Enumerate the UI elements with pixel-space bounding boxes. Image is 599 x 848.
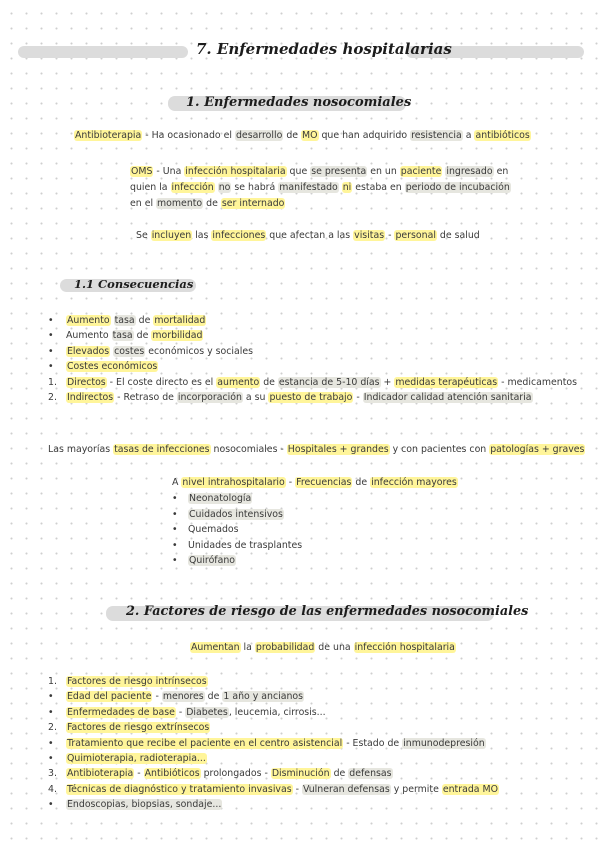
text-segment: tasa (114, 315, 135, 326)
text-segment: Se (136, 230, 151, 241)
oms-definition-line-3 (130, 196, 285, 212)
bullet-icon: • (172, 555, 178, 567)
text-segment: Indicador calidad atención sanitaria (363, 392, 532, 403)
text-segment: manifestado (279, 182, 338, 193)
list-marker: 2. (48, 722, 57, 734)
list-item (48, 313, 206, 329)
list-item (48, 328, 203, 344)
unit-item (172, 538, 302, 554)
text-segment: Costes económicos (67, 361, 158, 373)
text-segment: mortalidad (154, 315, 206, 326)
text-segment: OMS (131, 166, 153, 177)
text-segment: Antibioterapia (67, 768, 134, 780)
text-segment: que afectan a las (266, 230, 354, 241)
text-segment: - (385, 230, 395, 241)
text-segment: inmunodepresión (403, 737, 485, 749)
text-segment: Hospitales + grandes (287, 444, 389, 455)
oms-definition-line-2 (130, 180, 511, 196)
text-segment: infección hospitalaria (185, 166, 286, 177)
bullet-icon: • (172, 524, 178, 536)
text-segment: Vulneran defensas (302, 783, 390, 795)
text-segment: morbilidad (152, 330, 203, 342)
list-item (48, 689, 304, 705)
unit-item (172, 553, 236, 569)
text-segment: Directos (67, 376, 106, 388)
text-segment: de una (315, 642, 354, 653)
list-item (48, 797, 222, 813)
list-item (48, 766, 393, 782)
list-marker: • (48, 691, 54, 703)
nivel-line (172, 475, 458, 491)
text-segment: Enfermedades de base (67, 706, 175, 718)
text-segment: Diabetes (186, 706, 228, 718)
text-segment: - (152, 691, 162, 703)
text-segment: paciente (400, 166, 442, 177)
text-segment: se habrá (231, 182, 279, 193)
text-segment: infecciones (212, 230, 266, 241)
text-segment: infección (171, 182, 214, 193)
page-title: 7. Enfermedades hospitalarias (196, 40, 452, 58)
unit-label: Neonatología (189, 493, 252, 504)
text-segment: Endoscopias, biopsias, sondaje... (67, 799, 222, 811)
list-marker: • (48, 345, 54, 357)
text-segment: , leucemia, cirrosis... (228, 706, 326, 718)
list-item (48, 344, 253, 360)
list-item (48, 751, 207, 767)
text-segment: de (135, 315, 154, 326)
list-marker: 3. (48, 768, 57, 780)
unit-label: Unidades de trasplantes (188, 539, 303, 551)
text-segment: medidas terapéuticas (395, 376, 498, 388)
text-segment: no (218, 182, 231, 193)
text-segment: visitas (354, 230, 385, 241)
unit-label: Cuidados intensivos (189, 508, 283, 520)
list-marker: 4. (48, 783, 57, 795)
text-segment: y permite (390, 783, 442, 795)
text-segment: y con pacientes con (389, 444, 490, 455)
text-segment: puesto de trabajo (269, 392, 353, 403)
list-marker: • (48, 753, 54, 764)
text-segment: - Estado de (343, 737, 403, 749)
text-segment: - (175, 706, 186, 718)
section11-heading: 1.1 Consecuencias (74, 277, 194, 291)
text-segment: nivel intrahospitalario (182, 477, 285, 488)
text-segment: en el (130, 198, 157, 209)
text-segment: defensas (349, 768, 392, 780)
text-segment: - (292, 783, 302, 795)
text-segment: - (134, 768, 144, 780)
text-segment: - Retraso de (114, 392, 177, 403)
text-segment: la (240, 642, 255, 653)
bullet-icon: • (172, 493, 178, 504)
text-segment: infección mayores (371, 477, 457, 488)
text-segment: de (133, 330, 152, 342)
list-item (48, 375, 577, 391)
text-segment: probabilidad (255, 642, 315, 653)
list-marker: • (48, 799, 54, 811)
list-item (48, 736, 486, 752)
text-segment: Antibióticos (144, 768, 200, 780)
title-bar-left (18, 46, 188, 58)
text-segment: se presenta (311, 166, 367, 177)
text-segment: - Una (153, 166, 185, 177)
text-segment: de (204, 691, 223, 703)
text-segment: en (493, 166, 509, 177)
list-item (48, 390, 533, 406)
section1-heading: 1. Enfermedades nosocomiales (186, 95, 412, 110)
list-marker: • (48, 315, 54, 326)
text-segment: a su (242, 392, 269, 403)
text-segment: aumento (217, 376, 260, 388)
text-segment: ni (342, 182, 352, 193)
text-segment: Indirectos (67, 392, 114, 403)
bullet-icon: • (172, 508, 178, 520)
text-segment: prolongados - (200, 768, 271, 780)
unit-item (172, 507, 284, 523)
text-segment: - (353, 392, 363, 403)
text-segment: Técnicas de diagnóstico y tratamiento invasivas (67, 783, 292, 795)
text-segment: las (192, 230, 212, 241)
list-item (48, 782, 499, 798)
text-segment: ser internado (221, 198, 285, 209)
text-segment: infección hospitalaria (354, 642, 455, 653)
text-segment: tasas de infecciones (114, 444, 210, 455)
list-marker: 1. (48, 676, 57, 687)
list-item (48, 705, 326, 721)
list-marker: • (48, 706, 54, 718)
text-segment: estancia de 5-10 días (278, 376, 380, 388)
unit-item (172, 491, 252, 507)
text-segment: Tratamiento que recibe el paciente en el centro asistencial (67, 737, 343, 749)
text-segment: tasa (112, 330, 133, 342)
list-marker: • (48, 361, 54, 373)
text-segment: - medicamentos (498, 376, 578, 388)
text-segment: Aumentan (191, 642, 240, 653)
text-segment: Quimioterapia, radioterapia... (67, 753, 206, 764)
text-segment: ingresado (446, 166, 493, 177)
list-item (48, 720, 210, 736)
list-marker: 1. (48, 376, 57, 388)
text-segment: + (380, 376, 395, 388)
text-segment: patologías + graves (490, 444, 585, 455)
text-segment: personal (395, 230, 436, 241)
text-segment: de (260, 376, 278, 388)
unit-label: Quirófano (189, 555, 236, 567)
text-segment: - El coste directo es el (106, 376, 217, 388)
text-segment: Factores de riesgo intrínsecos (67, 676, 207, 687)
text-segment: A (172, 477, 182, 488)
text-segment: de salud (436, 230, 480, 241)
list-item (48, 359, 158, 375)
list-item (48, 674, 208, 690)
antibioterapia-line: Antibioterapia - Ha ocasionado el desarrollo de MO que han adquirido resistencia a antibióticos (75, 130, 530, 141)
bullet-icon: • (172, 539, 178, 551)
unit-label: Quemados (188, 524, 239, 536)
include-line (136, 228, 480, 244)
text-segment: estaba en (352, 182, 405, 193)
text-segment: momento (157, 198, 203, 209)
unit-item (172, 522, 239, 538)
text-segment: Factores de riesgo extrínsecos (67, 722, 210, 734)
text-segment: Las mayorías (48, 444, 114, 455)
text-segment: - (285, 477, 296, 488)
list-marker: • (48, 330, 54, 342)
text-segment: Frecuencias (296, 477, 352, 488)
text-segment: 1 año y ancianos (223, 691, 304, 703)
text-segment: incorporación (177, 392, 242, 403)
text-segment: de (203, 198, 221, 209)
text-segment: Aumento (67, 315, 110, 326)
list-marker: • (48, 737, 54, 749)
text-segment: económicos y sociales (145, 345, 253, 357)
text-segment: Aumento (66, 330, 112, 342)
oms-definition-line-1 (130, 164, 508, 180)
text-segment: quien la (130, 182, 171, 193)
text-segment: de (352, 477, 371, 488)
text-segment: de (330, 768, 349, 780)
text-segment: incluyen (151, 230, 192, 241)
text-segment: nosocomiales - (210, 444, 287, 455)
text-segment: que (286, 166, 311, 177)
section2-heading: 2. Factores de riesgo de las enfermedades nosocomiales (126, 604, 529, 619)
text-segment: Disminución (271, 768, 330, 780)
text-segment: menores (162, 691, 204, 703)
text-segment: entrada MO (442, 783, 498, 795)
text-segment: Edad del paciente (67, 691, 152, 703)
text-segment: periodo de incubación (405, 182, 510, 193)
list-marker: 2. (48, 392, 57, 403)
text-segment: Elevados (67, 345, 110, 357)
text-segment: costes (114, 345, 145, 357)
mayorias-line (48, 442, 585, 458)
text-segment: en un (367, 166, 400, 177)
section2-subtitle (190, 640, 456, 656)
